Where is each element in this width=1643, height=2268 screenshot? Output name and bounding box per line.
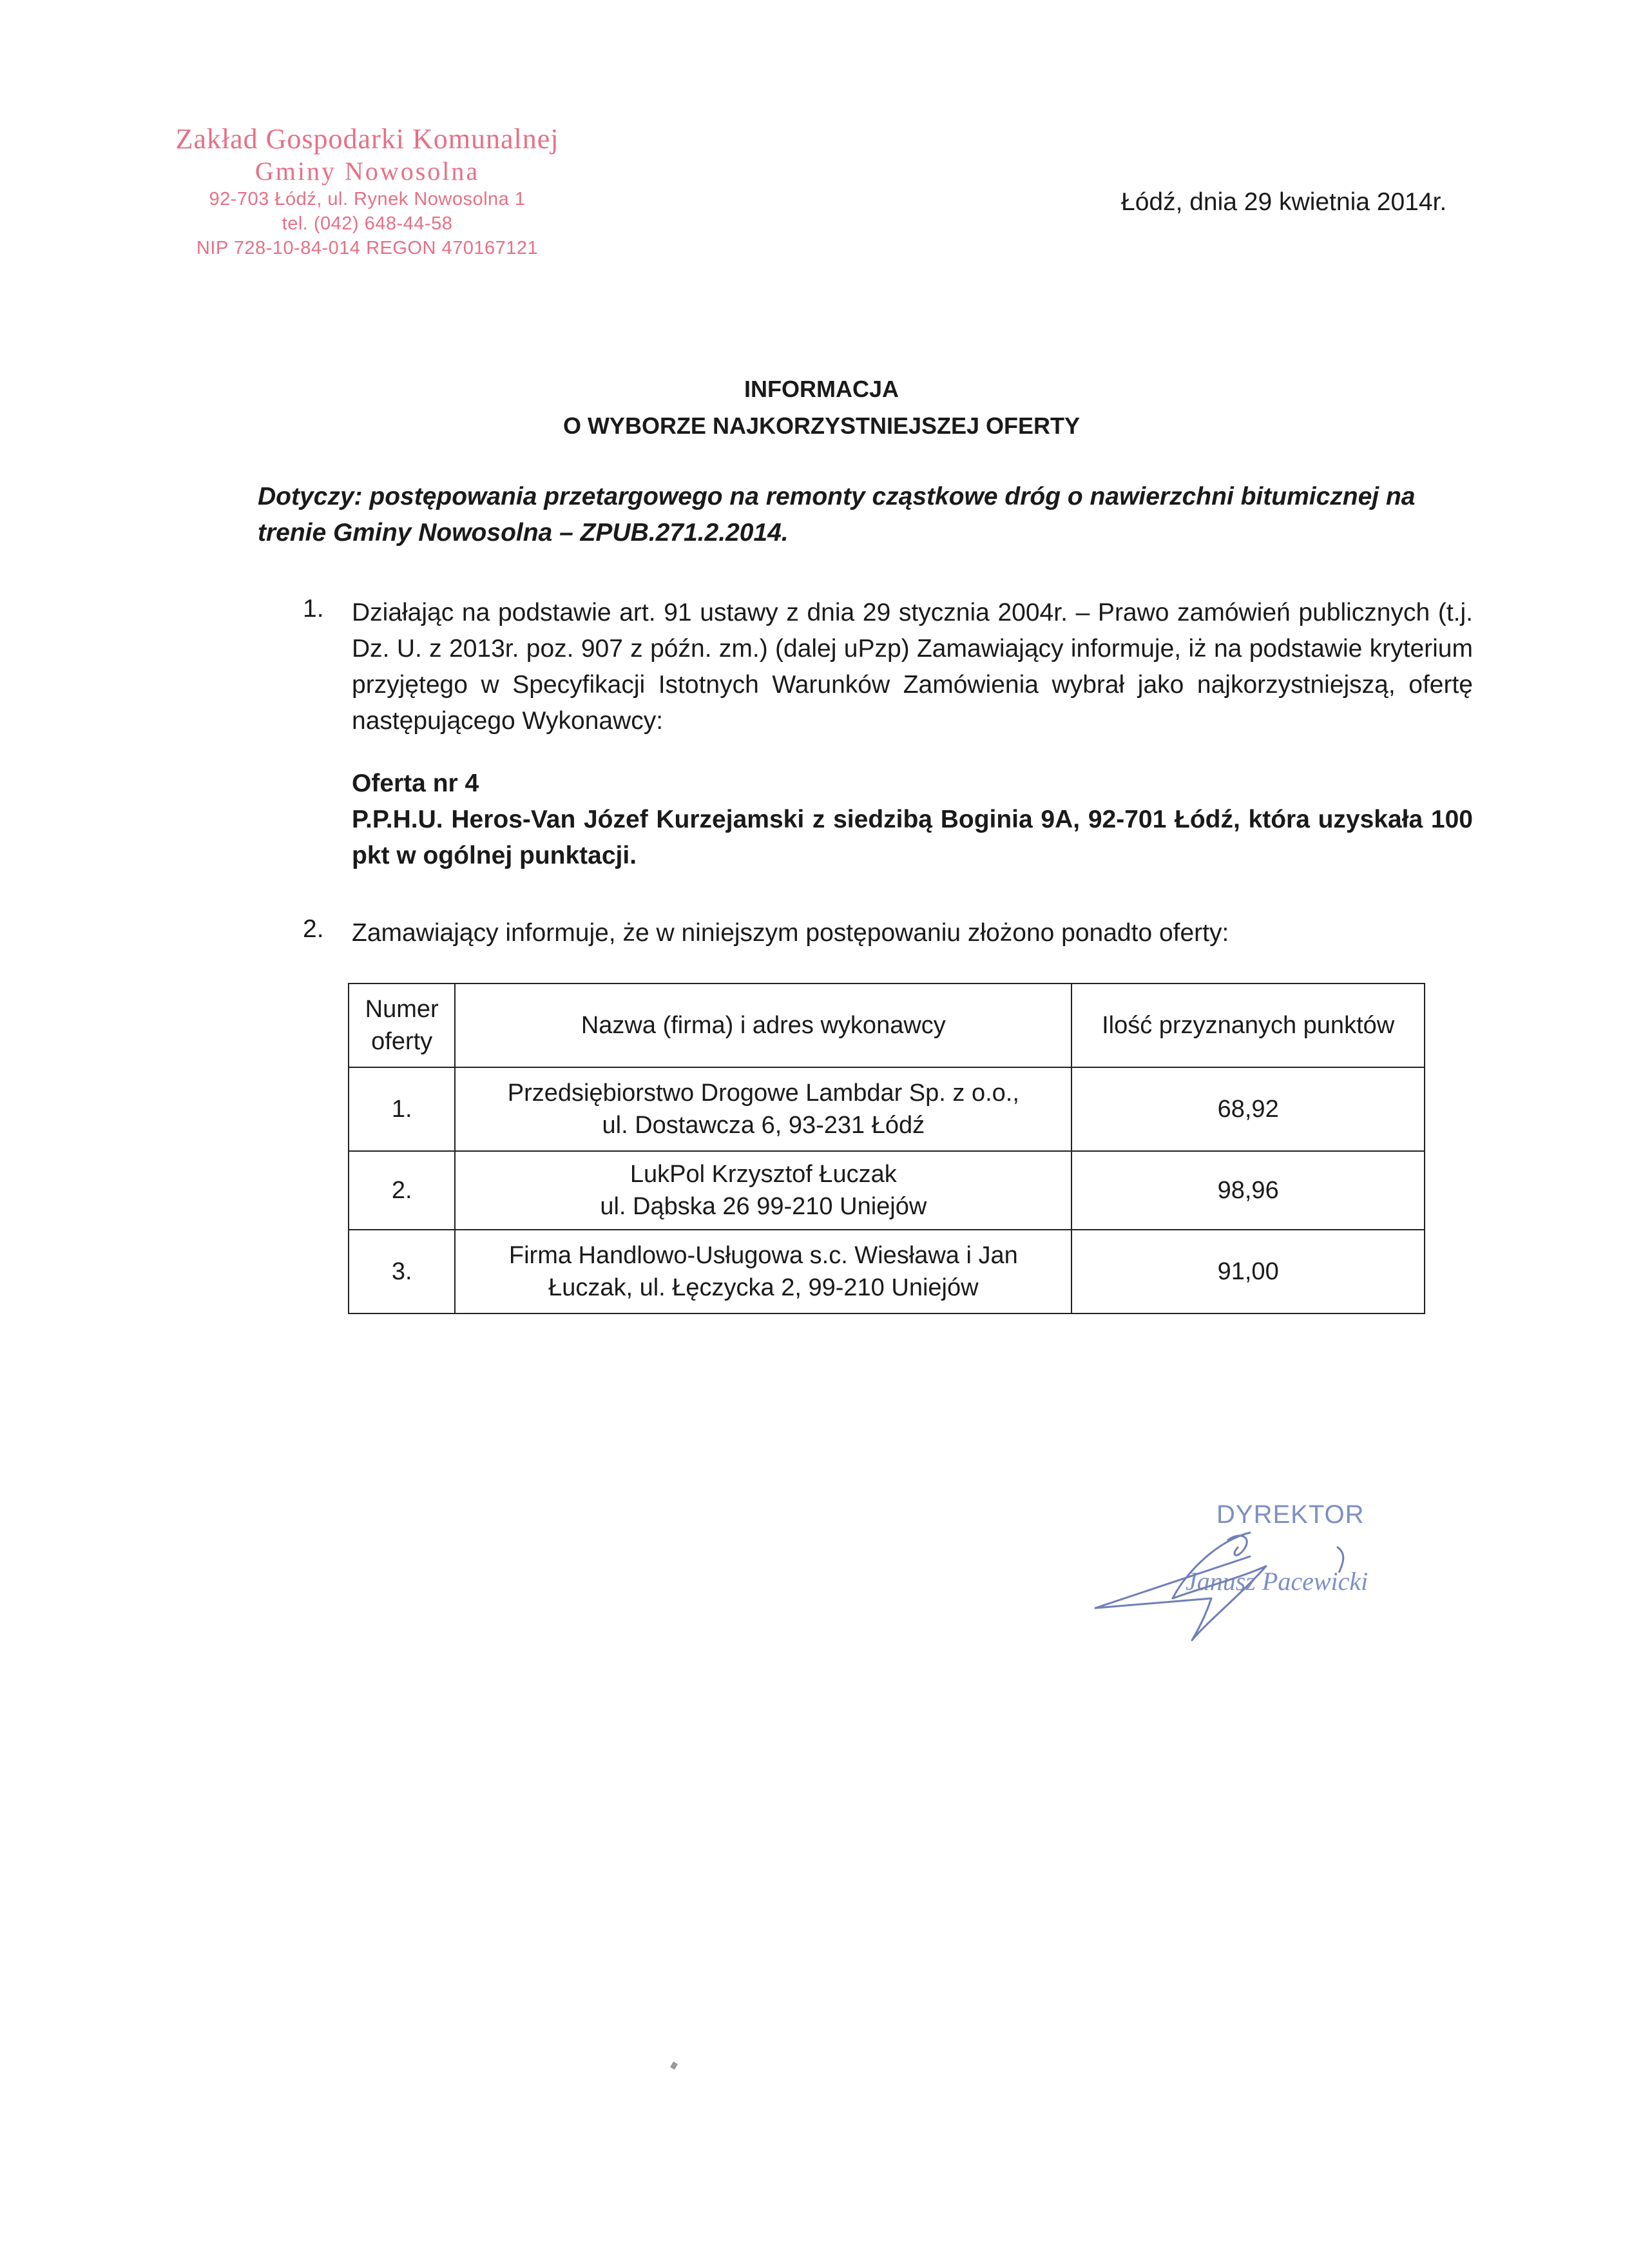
scan-speck: [670, 2062, 678, 2070]
header-points: Ilość przyznanych punktów: [1071, 984, 1425, 1067]
document-date: Łódź, dnia 29 kwietnia 2014r.: [1121, 188, 1447, 216]
row-1-number: 1.: [349, 1067, 455, 1151]
row-1-address: ul. Dostawcza 6, 93-231 Łódź: [602, 1112, 925, 1139]
row-3-contractor: [455, 1230, 1071, 1313]
row-2-address: ul. Dąbska 26 99-210 Uniejów: [600, 1193, 927, 1220]
stamp-address: 92-703 Łódź, ul. Rynek Nowosolna 1: [209, 189, 526, 209]
signature-title: DYREKTOR: [1216, 1500, 1365, 1529]
document-subtitle: O WYBORZE NAJKORZYSTNIEJSZEJ OFERTY: [562, 412, 1081, 439]
table-header-row: [349, 984, 1425, 1067]
company-stamp: [148, 122, 586, 260]
header-offer-number: Numer oferty: [349, 984, 455, 1067]
row-3-points: 91,00: [1071, 1230, 1425, 1313]
row-2-name: LukPol Krzysztof Łuczak: [629, 1161, 897, 1188]
row-2-points: 98,96: [1071, 1151, 1425, 1230]
row-1-name: Przedsiębiorstwo Drogowe Lambdar Sp. z o.o.,: [507, 1080, 1019, 1107]
item-2-number: 2.: [303, 915, 324, 943]
table-row: [349, 1230, 1425, 1313]
table-row: [349, 1151, 1425, 1230]
row-2-contractor: [455, 1151, 1071, 1230]
stamp-company-name: Zakład Gospodarki Komunalnej: [175, 123, 559, 155]
stamp-municipality: Gminy Nowosolna: [255, 157, 480, 186]
row-3-name: Firma Handlowo-Usługowa s.c. Wiesława i Jan: [508, 1242, 1018, 1269]
offer-text: P.P.H.U. Heros-Van Józef Kurzejamski z siedzibą Boginia 9A, 92-701 Łódź, która uzyskała 100 pkt w ogólnej punktacji.: [352, 806, 1473, 869]
row-3-number: 3.: [349, 1230, 455, 1313]
item-1-number: 1.: [303, 595, 324, 623]
subject-line: Dotyczy: postępowania przetargowego na remonty cząstkowe dróg o nawierzchni bitumicznej na trenie Gminy Nowosolna – ZPUB.271.2.2014.: [258, 483, 1416, 547]
header-contractor: Nazwa (firma) i adres wykonawcy: [455, 984, 1071, 1067]
row-1-contractor: [455, 1067, 1071, 1151]
signature-name: Janusz Pacewicki: [1186, 1567, 1369, 1596]
row-2-number: 2.: [349, 1151, 455, 1230]
offer-label: Oferta nr 4: [352, 770, 479, 797]
row-3-address: Łuczak, ul. Łęczycka 2, 99-210 Uniejów: [548, 1274, 979, 1301]
stamp-phone: tel. (042) 648-44-58: [282, 213, 453, 234]
item-2-text: Zamawiający informuje, że w niniejszym postępowaniu złożono ponadto oferty:: [352, 919, 1229, 947]
document-title: INFORMACJA: [744, 376, 899, 402]
handwritten-signature: [1089, 1502, 1398, 1650]
table-row: [349, 1067, 1425, 1151]
row-1-points: 68,92: [1071, 1067, 1425, 1151]
item-1-text: Działając na podstawie art. 91 ustawy z dnia 29 stycznia 2004r. – Prawo zamówień publicznych (t.j. Dz. U. z 2013r. poz. 907 z późn. zm.) (dalej uPzp) Zamawiający informuje, iż na podstawie kryterium przyjętego w Specyfikacji Istotnych Warunków Zamówienia wybrał jako najkorzystniejszą, ofertę następującego Wykonawcy:: [352, 599, 1473, 735]
offers-table: [348, 983, 1425, 1314]
stamp-tax-ids: NIP 728-10-84-014 REGON 470167121: [196, 238, 539, 258]
